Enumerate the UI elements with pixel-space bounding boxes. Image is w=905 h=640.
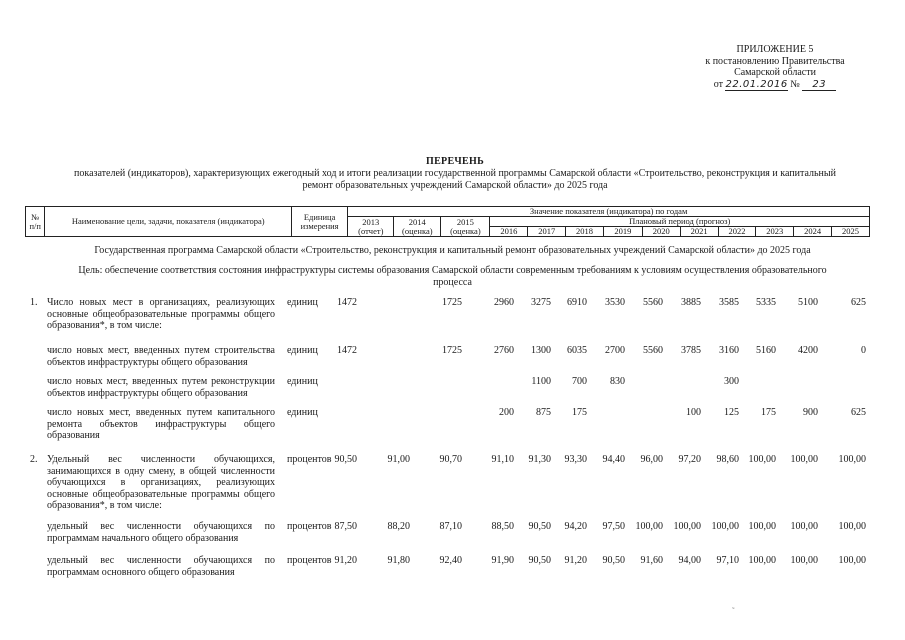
header-year-2018: 2018 — [566, 227, 604, 237]
row-value-2015: 92,40 — [439, 555, 462, 566]
row-value-2017: 90,50 — [528, 521, 551, 532]
row-value-2024: 900 — [803, 407, 818, 418]
row-value-2025: 625 — [851, 297, 866, 308]
row-value-2014: 91,80 — [387, 555, 410, 566]
row-value-2019: 94,40 — [602, 454, 625, 465]
header-name: Наименование цели, задачи, показателя (индикатора) — [45, 207, 292, 237]
header-year-2015: 2015 (оценка) — [441, 217, 490, 237]
row-unit: процентов — [287, 521, 332, 532]
subtitle-line-2: ремонт образовательных учреждений Самарской области» до 2025 года — [302, 179, 608, 191]
header-year-2023: 2023 — [756, 227, 794, 237]
row-value-2019: 2700 — [605, 345, 625, 356]
row-value-2016: 2760 — [494, 345, 514, 356]
row-unit: процентов — [287, 555, 332, 566]
row-value-2013: 91,20 — [334, 555, 357, 566]
header-year-2016: 2016 — [490, 227, 528, 237]
scan-mark: ˜ — [732, 606, 735, 615]
handwritten-number: 23 — [802, 79, 836, 92]
row-value-2013: 1472 — [337, 345, 357, 356]
row-unit: единиц — [287, 407, 318, 418]
row-value-2013: 90,50 — [334, 454, 357, 465]
row-value-2020: 91,60 — [640, 555, 663, 566]
row-value-2015: 87,10 — [439, 521, 462, 532]
row-value-2020: 100,00 — [635, 521, 663, 532]
row-value-2016: 200 — [499, 407, 514, 418]
row-value-2019: 3530 — [605, 297, 625, 308]
row-value-2015: 1725 — [442, 345, 462, 356]
header-year-2013: 2013 (отчет) — [348, 217, 394, 237]
row-value-2021: 97,20 — [678, 454, 701, 465]
row-value-2017: 3275 — [531, 297, 551, 308]
header-year-2024: 2024 — [794, 227, 832, 237]
row-value-2021: 94,00 — [678, 555, 701, 566]
row-value-2016: 88,50 — [491, 521, 514, 532]
goal-line-2: процесса — [433, 277, 472, 288]
header-planned-group: Плановый период (прогноз) — [490, 217, 870, 227]
subtitle-line-1: показателей (индикаторов), характеризующих ежегодный ход и итоги реализации государственной программы Самарской области «Строительство, реконструкция и капитальный — [74, 168, 836, 179]
row-value-2018: 6910 — [567, 297, 587, 308]
row-value-2021: 100 — [686, 407, 701, 418]
appendix-block — [680, 44, 870, 91]
row-value-2016: 91,10 — [491, 454, 514, 465]
row-value-2022: 3585 — [719, 297, 739, 308]
row-value-2024: 5100 — [798, 297, 818, 308]
row-value-2021: 3785 — [681, 345, 701, 356]
header-year-2017: 2017 — [528, 227, 566, 237]
row-value-2020: 5560 — [643, 345, 663, 356]
row-value-2019: 97,50 — [602, 521, 625, 532]
row-value-2023: 5160 — [756, 345, 776, 356]
row-value-2025: 100,00 — [838, 555, 866, 566]
row-value-2018: 91,20 — [564, 555, 587, 566]
row-value-2023: 100,00 — [748, 555, 776, 566]
row-value-2015: 90,70 — [439, 454, 462, 465]
row-value-2013: 87,50 — [334, 521, 357, 532]
row-indicator-name: удельный вес численности обучающихся по программам основного общего образования — [47, 555, 275, 578]
row-value-2017: 1300 — [531, 345, 551, 356]
appendix-line-3: Самарской области — [734, 67, 816, 78]
row-value-2025: 625 — [851, 407, 866, 418]
appendix-date-line — [680, 79, 870, 92]
row-unit: процентов — [287, 454, 332, 465]
row-unit: единиц — [287, 345, 318, 356]
row-value-2025: 100,00 — [838, 454, 866, 465]
document-title: ПЕРЕЧЕНЬ — [425, 156, 485, 167]
row-value-2022: 125 — [724, 407, 739, 418]
row-value-2019: 830 — [610, 376, 625, 387]
row-indicator-name: число новых мест, введенных путем реконструкции объектов инфраструктуры общего образования — [47, 376, 275, 399]
number-prefix: № — [790, 78, 800, 90]
row-number: 1. — [30, 297, 38, 308]
row-value-2023: 100,00 — [748, 454, 776, 465]
row-value-2017: 91,30 — [528, 454, 551, 465]
row-value-2021: 100,00 — [673, 521, 701, 532]
row-value-2017: 90,50 — [528, 555, 551, 566]
header-year-2014: 2014 (оценка) — [394, 217, 441, 237]
row-value-2024: 100,00 — [790, 555, 818, 566]
header-num: № п/п — [26, 207, 45, 237]
program-title: Государственная программа Самарской области «Строительство, реконструкция и капитальный ремонт образовательных учреждений Самарской области» до 2025 года — [94, 245, 811, 256]
row-value-2014: 91,00 — [387, 454, 410, 465]
row-number: 2. — [30, 454, 38, 465]
document-subtitle — [40, 168, 870, 191]
row-value-2018: 6035 — [567, 345, 587, 356]
header-values-group: Значение показателя (индикатора) по годам — [348, 207, 870, 217]
row-value-2015: 1725 — [442, 297, 462, 308]
row-value-2018: 700 — [572, 376, 587, 387]
date-prefix: от — [713, 78, 723, 90]
row-indicator-name: удельный вес численности обучающихся по программам начального общего образования — [47, 521, 275, 544]
row-unit: единиц — [287, 376, 318, 387]
indicators-table-header — [25, 206, 870, 237]
row-value-2023: 100,00 — [748, 521, 776, 532]
row-indicator-name: Удельный вес численности обучающихся, занимающихся в одну смену, в общей численности обучающихся в организациях, реализующих основные общеобразовательные программы общего образования*, в том числе: — [47, 454, 275, 511]
header-year-2025: 2025 — [832, 227, 870, 237]
header-unit: Единица измерения — [291, 207, 347, 237]
header-year-2019: 2019 — [603, 227, 642, 237]
row-value-2019: 90,50 — [602, 555, 625, 566]
row-value-2017: 875 — [536, 407, 551, 418]
header-year-2020: 2020 — [642, 227, 680, 237]
row-value-2022: 97,10 — [716, 555, 739, 566]
row-indicator-name: Число новых мест в организациях, реализующих основные общеобразовательные программы общего образования*, в том числе: — [47, 297, 275, 331]
row-value-2016: 2960 — [494, 297, 514, 308]
row-value-2023: 5335 — [756, 297, 776, 308]
handwritten-date: 22.01.2016 — [725, 78, 788, 90]
row-indicator-name: число новых мест, введенных путем строительства объектов инфраструктуры общего образования — [47, 345, 275, 368]
row-value-2023: 175 — [761, 407, 776, 418]
goal-line-1: Цель: обеспечение соответствия состояния инфраструктуры системы образования Самарской области современным требованиям к условиям осуществления образовательного — [78, 265, 827, 276]
row-value-2025: 0 — [861, 345, 866, 356]
appendix-line-2: к постановлению Правительства — [705, 55, 845, 67]
row-value-2022: 300 — [724, 376, 739, 387]
row-value-2018: 175 — [572, 407, 587, 418]
header-year-2022: 2022 — [718, 227, 756, 237]
row-value-2024: 100,00 — [790, 454, 818, 465]
row-value-2020: 5560 — [643, 297, 663, 308]
row-value-2022: 98,60 — [716, 454, 739, 465]
row-value-2013: 1472 — [337, 297, 357, 308]
row-value-2016: 91,90 — [491, 555, 514, 566]
row-indicator-name: число новых мест, введенных путем капитального ремонта объектов инфраструктуры общего образования — [47, 407, 275, 441]
row-value-2018: 94,20 — [564, 521, 587, 532]
row-unit: единиц — [287, 297, 318, 308]
header-year-2021: 2021 — [680, 227, 718, 237]
row-value-2021: 3885 — [681, 297, 701, 308]
row-value-2022: 3160 — [719, 345, 739, 356]
row-value-2014: 88,20 — [387, 521, 410, 532]
goal-statement — [30, 265, 875, 289]
row-value-2017: 1100 — [531, 376, 551, 387]
row-value-2020: 96,00 — [640, 454, 663, 465]
row-value-2018: 93,30 — [564, 454, 587, 465]
row-value-2024: 4200 — [798, 345, 818, 356]
appendix-title: ПРИЛОЖЕНИЕ 5 — [736, 44, 814, 55]
row-value-2024: 100,00 — [790, 521, 818, 532]
row-value-2025: 100,00 — [838, 521, 866, 532]
row-value-2022: 100,00 — [711, 521, 739, 532]
